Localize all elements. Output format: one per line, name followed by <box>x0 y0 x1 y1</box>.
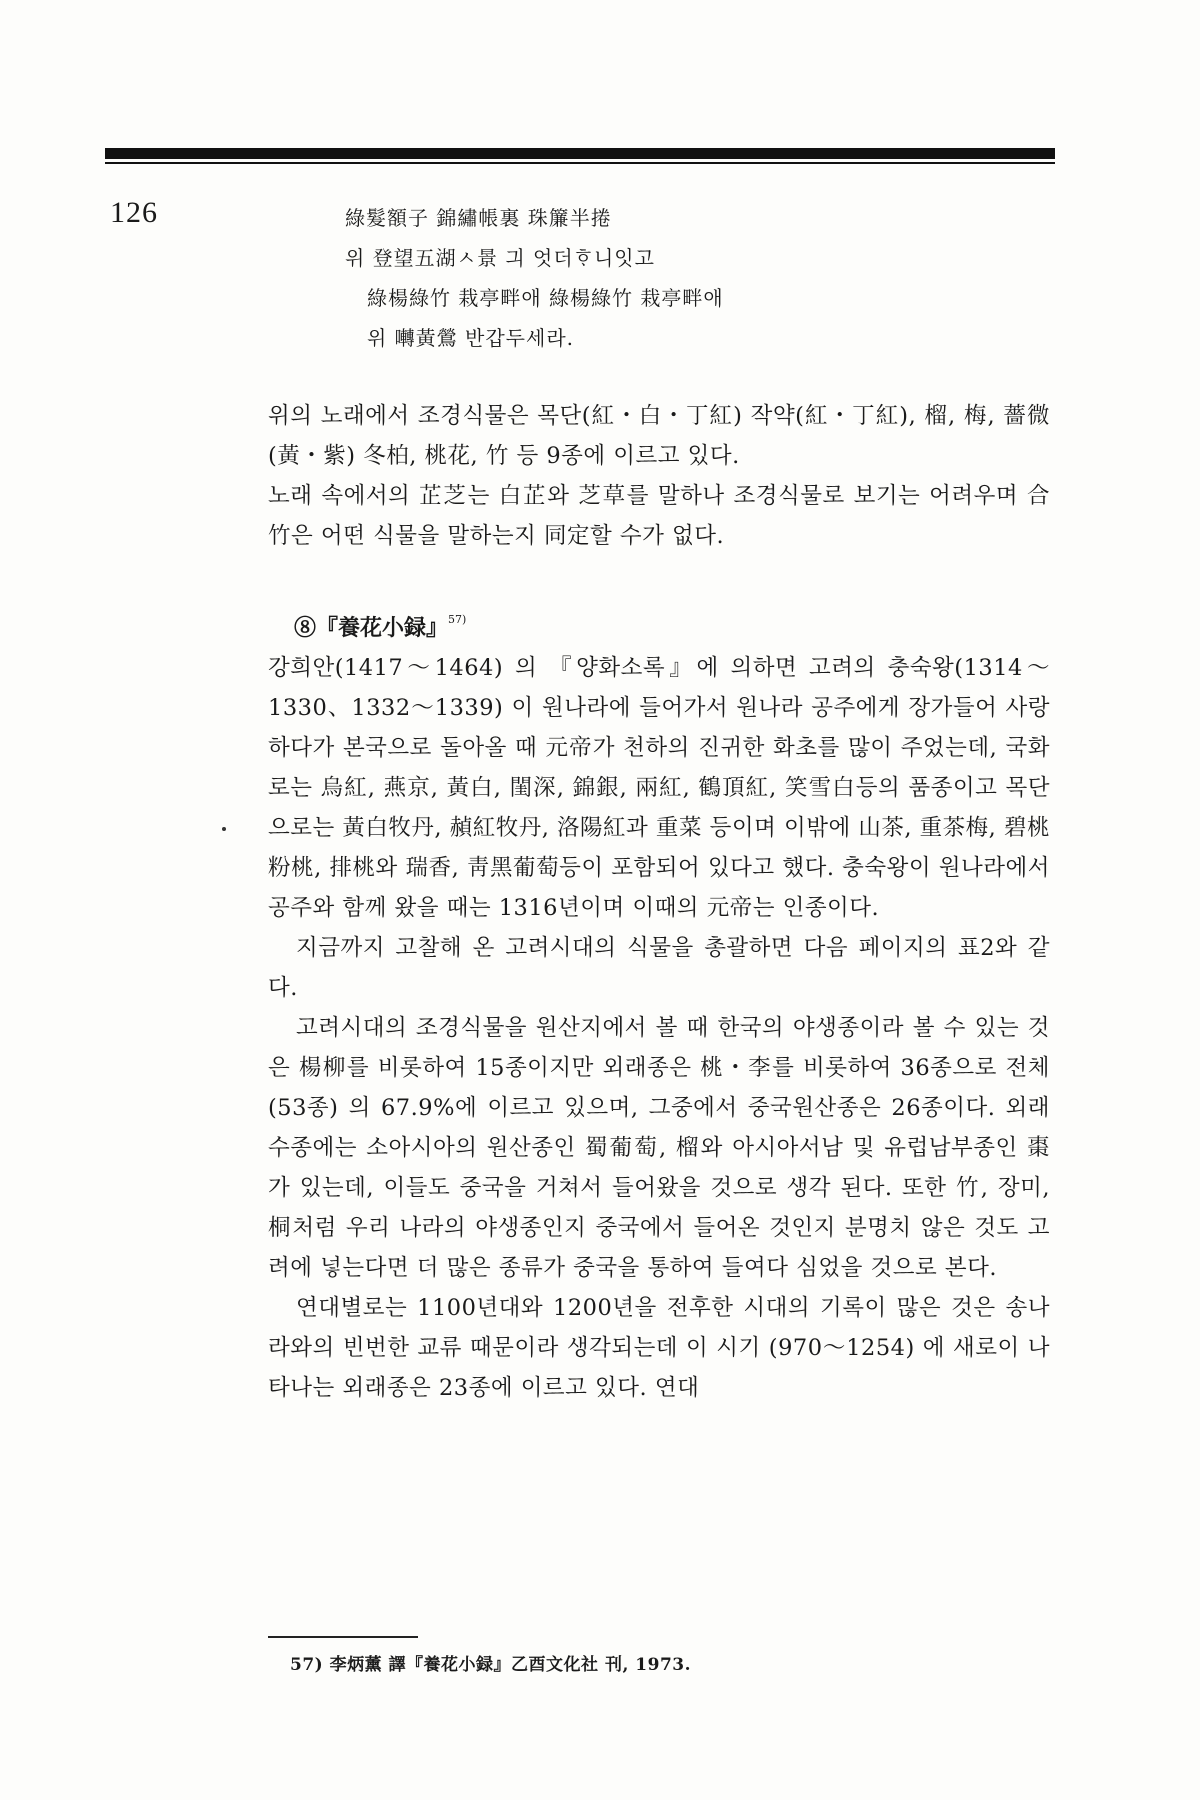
body-text-main <box>268 648 1050 1408</box>
verse-line: 위 登望五湖ㅅ景 긔 엇더ᄒᆞ니잇고 <box>345 246 655 270</box>
footnote: 57) 李炳薰 譯『養花小録』乙酉文化社 刊, 1973. <box>290 1655 692 1675</box>
verse-block <box>345 198 724 358</box>
paragraph: 강희안(1417～1464) 의 『양화소록』에 의하면 고려의 충숙왕(1314～1330、1332～1339) 이 원나라에 들어가서 원나라 공주에게 장가들어 사랑하다가 본국으로 돌아올 때 元帝가 천하의 진귀한 화초를 많이 주었는데, 국화로는 烏紅, 燕京, 黃白, 閨深, 錦銀, 兩紅, 鶴頂紅, 笑雪白등의 품종이고 목단으로는 黃白牧丹, 赬紅牧丹, 洛陽紅과 重菜 등이며 이밖에 山茶, 重茶梅, 碧桃 粉桃, 排桃와 瑞香, 靑黑葡萄등이 포함되어 있다고 했다. 충숙왕이 원나라에서 공주와 함께 왔을 때는 1316년이며 이때의 元帝는 인종이다. <box>268 655 1050 921</box>
footnote-rule <box>268 1636 418 1638</box>
header-rule-thick <box>105 148 1055 159</box>
paragraph: 노래 속에서의 芷芝는 白芷와 芝草를 말하나 조경식물로 보기는 어려우며 合竹은 어떤 식물을 말하는지 同定할 수가 없다. <box>268 483 1050 549</box>
footnote-reference: 57) <box>448 613 467 626</box>
body-text-top <box>268 396 1050 556</box>
paragraph: 위의 노래에서 조경식물은 목단(紅・白・丁紅) 작약(紅・丁紅), 榴, 梅, 薔微(黃・紫) 冬柏, 桃花, 竹 등 9종에 이르고 있다. <box>268 403 1050 469</box>
margin-dot <box>222 827 226 831</box>
verse-line: 위 囀黃鶯 반갑두세라. <box>367 326 574 350</box>
paragraph: 지금까지 고찰해 온 고려시대의 식물을 총괄하면 다음 페이지의 표2와 같다. <box>268 935 1050 1001</box>
section-title: ⑧『養花小録』 <box>294 615 449 641</box>
paragraph: 연대별로는 1100년대와 1200년을 전후한 시대의 기록이 많은 것은 송나라와의 빈번한 교류 때문이라 생각되는데 이 시기 (970～1254) 에 새로이 나타나는 외래종은 23종에 이르고 있다. 연대 <box>268 1295 1050 1401</box>
page-number: 126 <box>110 196 158 229</box>
header-rule-thin <box>105 162 1055 164</box>
section-heading <box>294 611 466 642</box>
verse-line: 綠楊綠竹 栽亭畔애 綠楊綠竹 栽亭畔애 <box>367 286 724 310</box>
verse-line: 綠髮額子 錦繡帳裏 珠簾半捲 <box>345 206 612 230</box>
paragraph: 고려시대의 조경식물을 원산지에서 볼 때 한국의 야생종이라 볼 수 있는 것은 楊柳를 비롯하여 15종이지만 외래종은 桃・李를 비롯하여 36종으로 전체(53종) 의 67.9%에 이르고 있으며, 그중에서 중국원산종은 26종이다. 외래수종에는 소아시아의 원산종인 蜀葡萄, 榴와 아시아서남 및 유럽남부종인 棗가 있는데, 이들도 중국을 거쳐서 들어왔을 것으로 생각 된다. 또한 竹, 장미, 桐처럼 우리 나라의 야생종인지 중국에서 들어온 것인지 분명치 않은 것도 고려에 넣는다면 더 많은 종류가 중국을 통하여 들여다 심었을 것으로 본다. <box>268 1015 1050 1281</box>
